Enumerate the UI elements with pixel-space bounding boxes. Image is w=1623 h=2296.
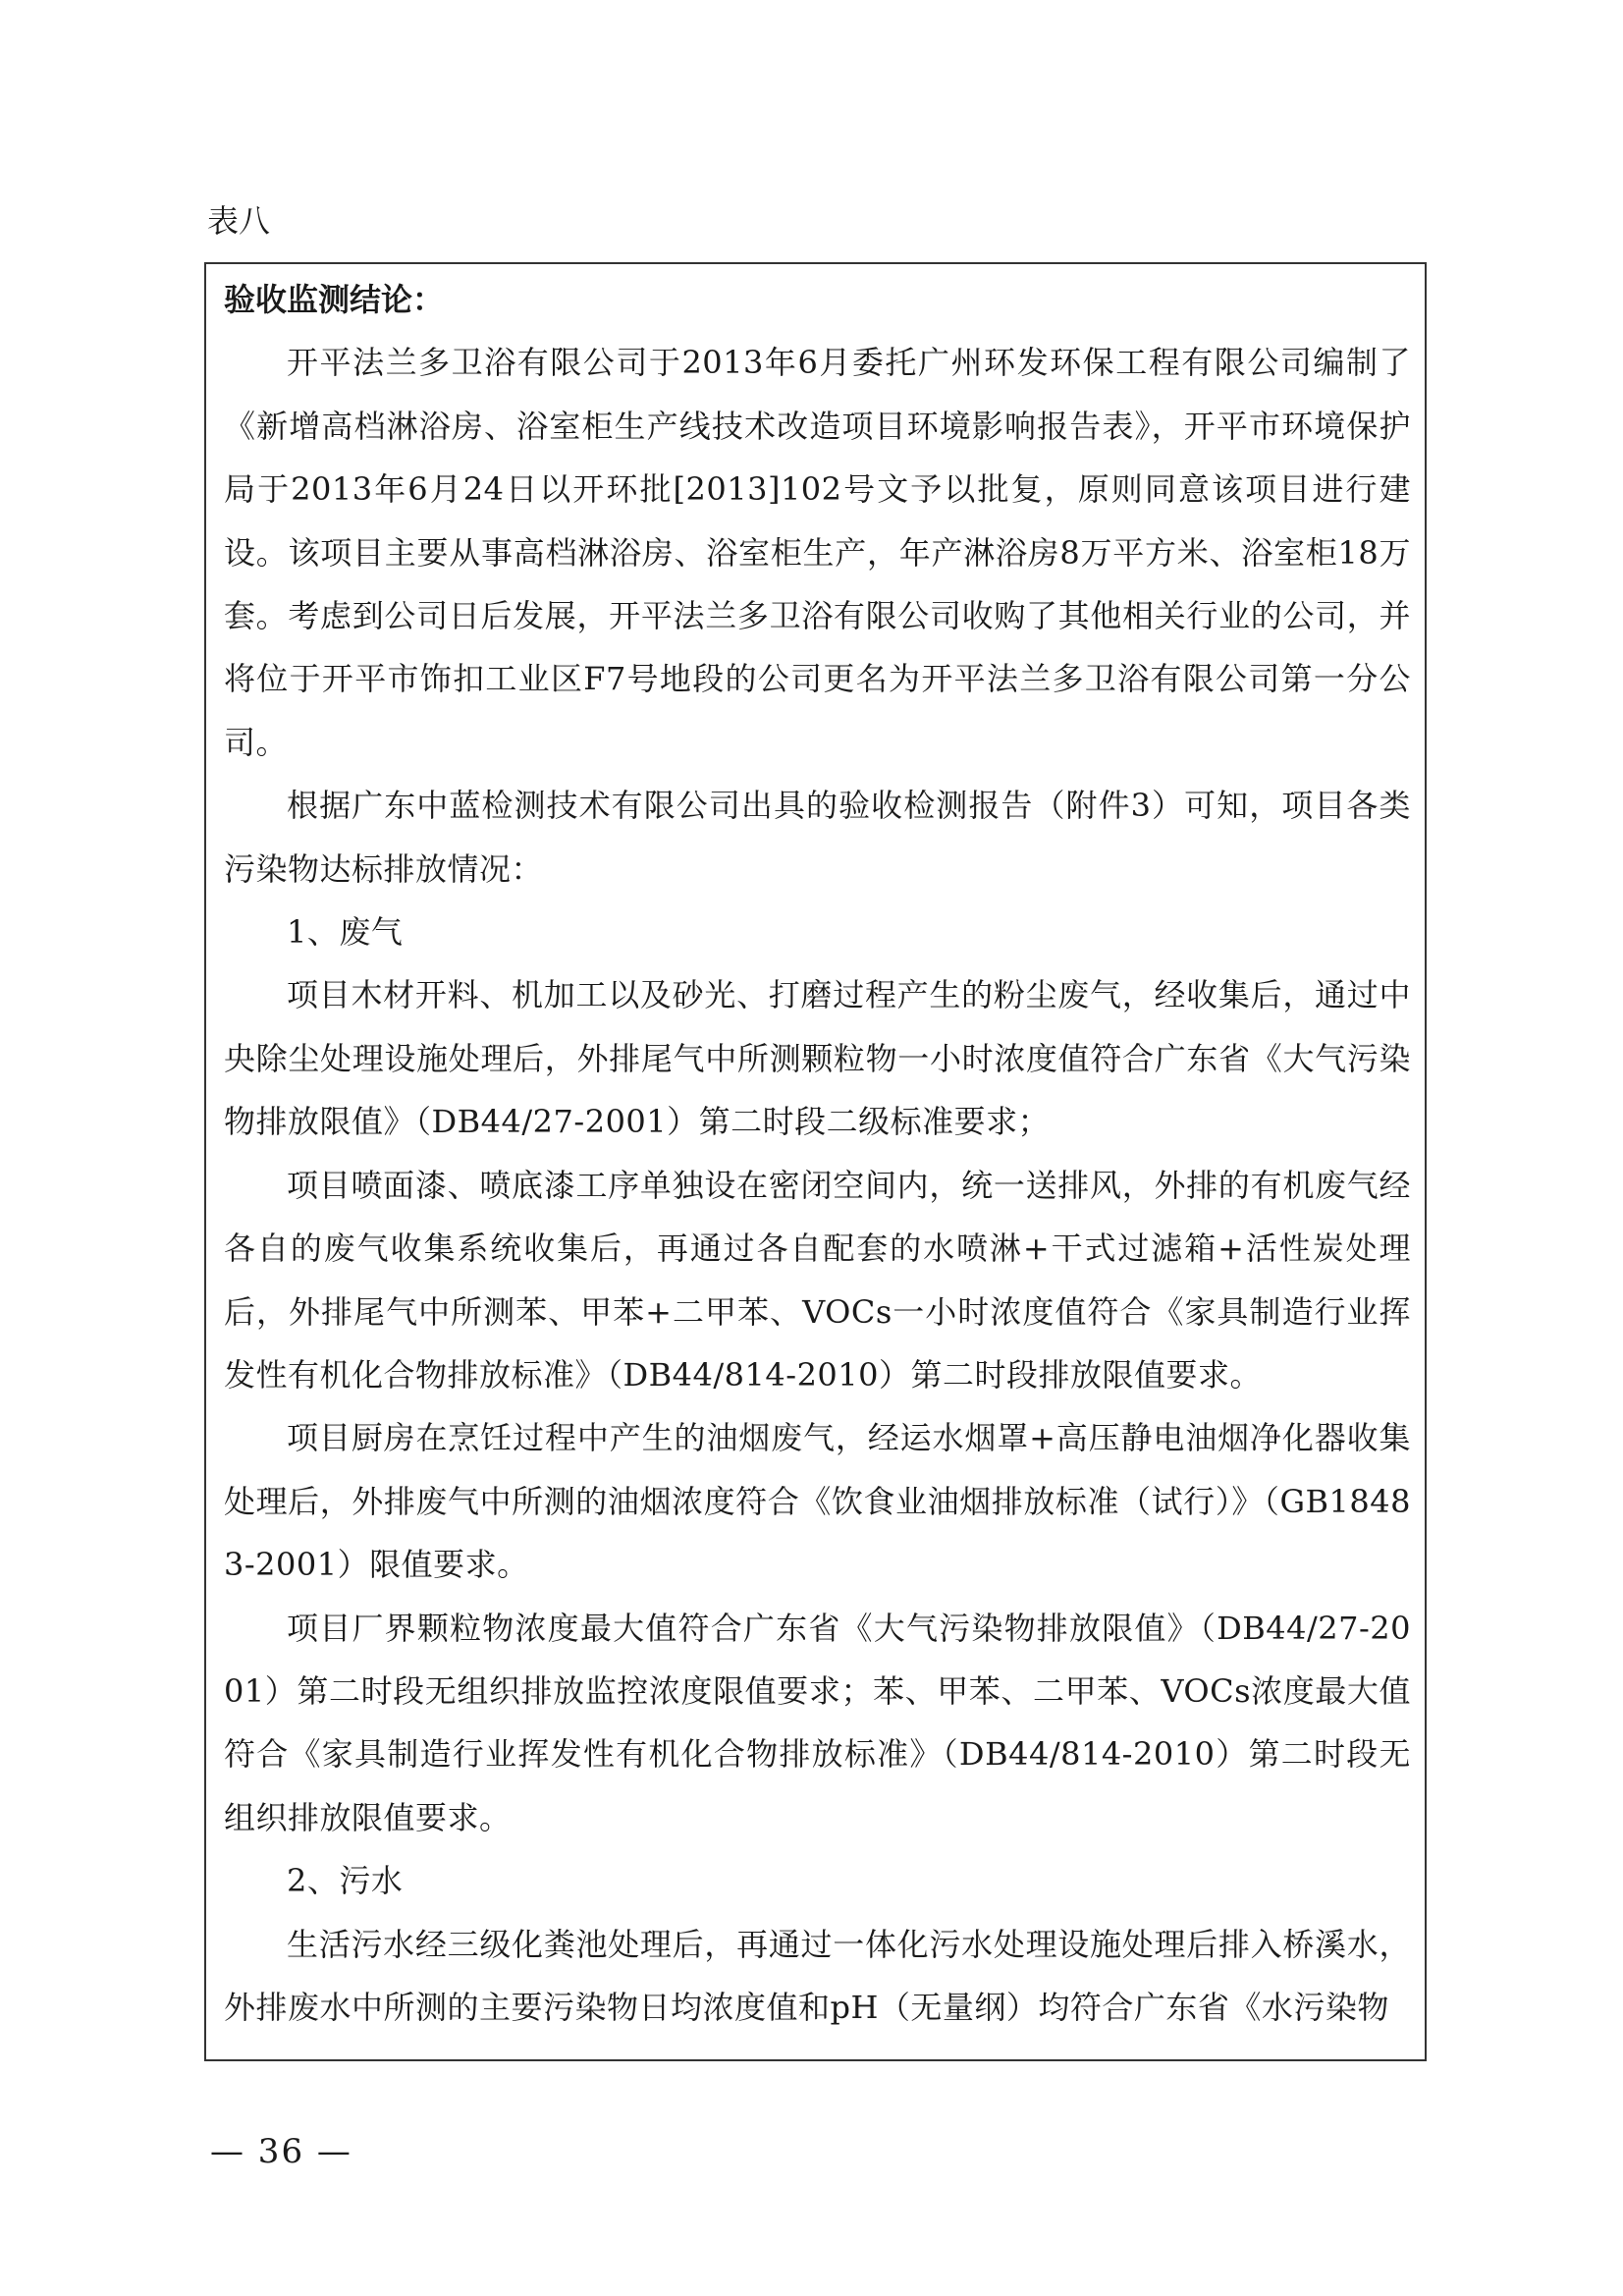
paragraph-boundary-emission: 项目厂界颗粒物浓度最大值符合广东省《大气污染物排放限值》（DB44/27-2001）第二时段无组织排放监控浓度限值要求；苯、甲苯、二甲苯、VOCs浓度最大值符合《家具制造行业挥发性有机化合物排放标准》（DB44/814-2010）第二时段无组织排放限值要求。 [224,1609,1411,1836]
subheading-waste-gas: 1、废气 [287,913,404,952]
conclusion-table [204,262,1427,2061]
paragraph-wastewater: 生活污水经三级化粪池处理后，再通过一体化污水处理设施处理后排入桥溪水，外排废水中所测的主要污染物日均浓度值和pH（无量纲）均符合广东省《水污染物 [224,1925,1411,2026]
subheading-wastewater: 2、污水 [287,1862,404,1900]
table-label: 表八 [207,202,271,240]
paragraph-kitchen-fume: 项目厨房在烹饪过程中产生的油烟废气，经运水烟罩+高压静电油烟净化器收集处理后，外排废气中所测的油烟浓度符合《饮食业油烟排放标准（试行）》（GB18483-2001）限值要求。 [224,1419,1411,1584]
page-number: — 36 — [210,2132,352,2171]
paragraph-project-background: 开平法兰多卫浴有限公司于2013年6月委托广州环发环保工程有限公司编制了《新增高档淋浴房、浴室柜生产线技术改造项目环境影响报告表》，开平市环境保护局于2013年6月24日以开环批[2013]102号文予以批复，原则同意该项目进行建设。该项目主要从事高档淋浴房、浴室柜生产，年产淋浴房8万平方米、浴室柜18万套。考虑到公司日后发展，开平法兰多卫浴有限公司收购了其他相关行业的公司，并将位于开平市饰扣工业区F7号地段的公司更名为开平法兰多卫浴有限公司第一分公司。 [224,344,1411,761]
section-heading: 验收监测结论： [224,281,445,318]
paragraph-dust: 项目木材开料、机加工以及砂光、打磨过程产生的粉尘废气，经收集后，通过中央除尘处理设施处理后，外排尾气中所测颗粒物一小时浓度值符合广东省《大气污染物排放限值》（DB44/27-2001）第二时段二级标准要求； [224,976,1411,1141]
conclusion-content [224,268,1411,2039]
paragraph-monitoring-intro: 根据广东中蓝检测技术有限公司出具的验收检测报告（附件3）可知，项目各类污染物达标排放情况： [224,787,1411,888]
paragraph-organic-gas: 项目喷面漆、喷底漆工序单独设在密闭空间内，统一送排风，外排的有机废气经各自的废气收集系统收集后，再通过各自配套的水喷淋+干式过滤箱+活性炭处理后，外排尾气中所测苯、甲苯+二甲苯、VOCs一小时浓度值符合《家具制造行业挥发性有机化合物排放标准》（DB44/814-2010）第二时段排放限值要求。 [224,1166,1411,1394]
